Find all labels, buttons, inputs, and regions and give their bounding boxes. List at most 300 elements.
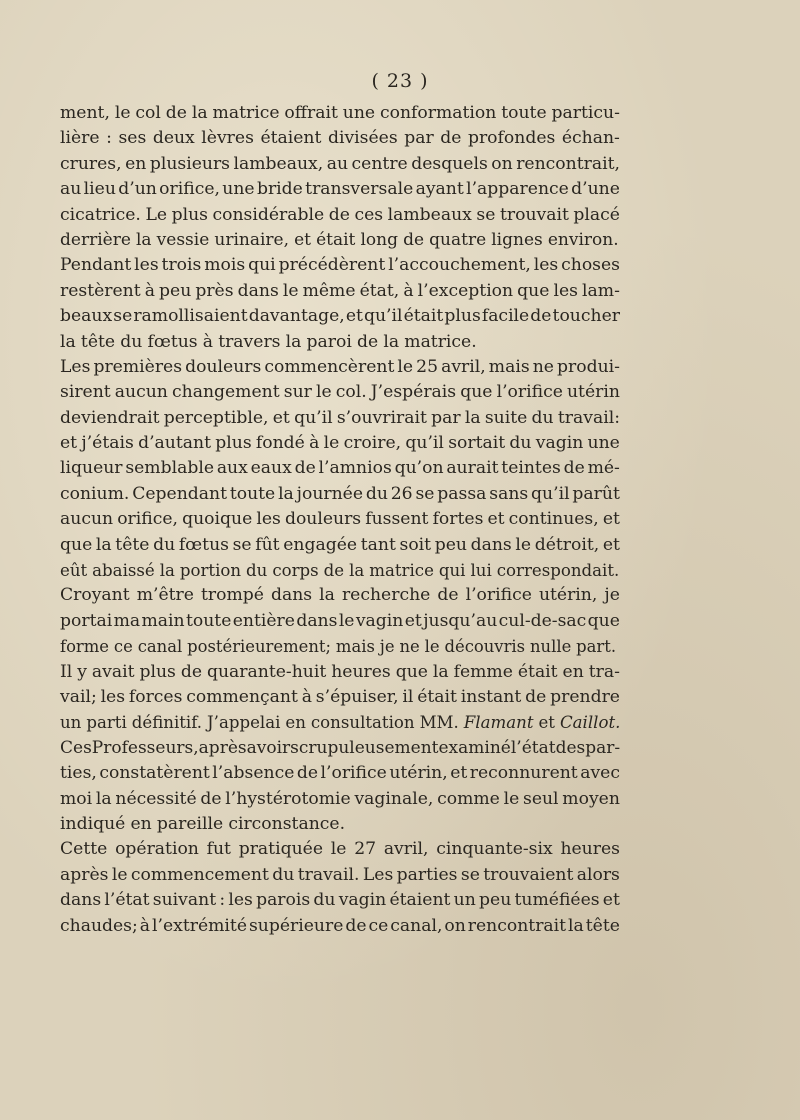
word: en (562, 661, 584, 682)
word: pratiquée (238, 839, 324, 860)
word: étaient (260, 128, 322, 149)
word: ce (368, 915, 389, 936)
word: corps (272, 561, 319, 581)
word: lambeaux, (233, 153, 324, 174)
text-line (60, 812, 620, 837)
word: Les (60, 356, 91, 377)
word: du (531, 407, 554, 428)
word: toute (501, 103, 547, 123)
text-line (60, 583, 620, 608)
word: les (533, 255, 559, 276)
text-line (60, 406, 620, 431)
word: plus (444, 306, 481, 327)
word: part. (576, 637, 617, 657)
word: travail: (557, 407, 620, 428)
word: bride (256, 179, 303, 200)
word: de (165, 103, 187, 123)
word: dans (237, 280, 279, 301)
word: canal, (390, 915, 443, 936)
word: crures, (60, 153, 122, 174)
word: fut (206, 839, 231, 860)
word: avoir (246, 737, 291, 758)
word: davantage, (248, 306, 345, 327)
word: dans (60, 890, 102, 911)
word: J’appelai (207, 713, 281, 733)
word: après (198, 737, 247, 758)
word: de (440, 128, 462, 149)
word: un (60, 713, 82, 733)
word: commençant (186, 686, 298, 707)
word: ne (532, 356, 554, 377)
word: à (301, 686, 312, 707)
word: se (415, 483, 435, 504)
word: dans (296, 610, 338, 631)
word: le (111, 864, 128, 885)
word: de (403, 229, 425, 250)
word: forces (128, 686, 183, 707)
word: tête (585, 915, 620, 936)
word: était (417, 686, 457, 707)
word: matrice (369, 561, 434, 581)
word: les (228, 890, 253, 911)
word: scrupuleusement (290, 737, 439, 758)
word: la (159, 561, 175, 581)
word: après (60, 864, 109, 885)
word: seul (523, 788, 559, 809)
word: abaissé (92, 561, 155, 581)
word: étaient (389, 890, 451, 911)
word: avril, (383, 839, 429, 860)
word: et (602, 534, 620, 555)
word: centre (351, 153, 408, 174)
word: en (130, 813, 152, 834)
word: il (402, 686, 414, 707)
word: la (278, 483, 294, 504)
word: avril, (441, 356, 486, 377)
text-line (60, 253, 620, 278)
word: du (365, 483, 388, 504)
word: 26 (390, 483, 413, 504)
word: femme (453, 661, 513, 682)
word: entière (232, 610, 295, 631)
word: rencontrait (467, 915, 567, 936)
text-line (60, 177, 620, 202)
word: croire, (343, 433, 402, 454)
word: et (404, 610, 422, 631)
word: par (404, 128, 434, 149)
word: vagin (535, 433, 584, 454)
word: sans (489, 483, 529, 504)
text-line (60, 914, 620, 939)
word: à (403, 280, 414, 301)
word: produi- (557, 356, 620, 377)
word: lui (470, 561, 492, 581)
text-line (60, 228, 620, 253)
word: du (246, 561, 268, 581)
word: conformation (379, 103, 497, 123)
word: en (125, 153, 147, 174)
text-line (60, 736, 620, 761)
word: le (114, 103, 131, 123)
word: les (100, 686, 126, 707)
word: peu (159, 280, 192, 301)
word: aucun (60, 509, 114, 530)
word: découvris (444, 637, 526, 657)
word: lignes (491, 229, 543, 250)
word: rencontrait, (516, 153, 620, 174)
word: forme (60, 637, 110, 657)
word: utérin (566, 382, 620, 403)
word: constatèrent (99, 763, 210, 784)
word: de (200, 788, 222, 809)
word: tête (115, 534, 150, 555)
word: de (294, 458, 316, 479)
word: se (476, 204, 496, 225)
word: on (444, 915, 466, 936)
word: cicatrice. (60, 204, 141, 225)
word: passa (437, 483, 487, 504)
word: le (330, 839, 347, 860)
word: nécessité (115, 788, 197, 809)
word: l’état (104, 890, 150, 911)
word: commencement (130, 864, 269, 885)
word: journée (296, 483, 364, 504)
word: soit (399, 534, 432, 555)
word: se (232, 534, 252, 555)
word: Ces (60, 737, 92, 758)
word: opération (115, 839, 199, 860)
word: fondé (255, 433, 305, 454)
word: parût (572, 483, 620, 504)
word: qu’il (405, 433, 444, 454)
word: travers (218, 331, 281, 352)
word: près (195, 280, 234, 301)
word: Flamant (463, 713, 534, 733)
word: parties (396, 864, 458, 885)
text-line (60, 761, 620, 786)
word: aux (216, 458, 248, 479)
word: des (555, 737, 586, 758)
word: et (60, 433, 78, 454)
word: et (487, 509, 505, 530)
word: s’ouvrirait (336, 407, 427, 428)
word: même (302, 280, 356, 301)
word: ramollisaient (133, 306, 248, 327)
word: d’un (118, 179, 157, 200)
word: alors (576, 864, 620, 885)
word: la (432, 661, 449, 682)
text-line (60, 837, 620, 862)
word: une (342, 103, 376, 123)
word: lambeaux (387, 204, 472, 225)
word: le (315, 382, 332, 403)
word: ces (354, 204, 384, 225)
word: de (345, 915, 367, 936)
word: douleurs (284, 509, 362, 530)
word: sirent (60, 382, 111, 403)
word: et (538, 713, 555, 733)
word: d’une (571, 179, 620, 200)
word: la (95, 534, 112, 555)
word: l’état (510, 737, 556, 758)
word: à (202, 331, 214, 352)
word: lèvres (201, 128, 254, 149)
word: douleurs (185, 356, 262, 377)
word: était (403, 306, 444, 327)
text-line (60, 634, 620, 659)
word: du (153, 534, 176, 555)
word: le (424, 637, 440, 657)
word: quarante-huit (206, 661, 327, 682)
word: Caillot. (559, 713, 621, 733)
word: facile (481, 306, 530, 327)
word: l’orifice (320, 763, 387, 784)
word: que (460, 382, 493, 403)
text-line (60, 558, 620, 583)
body-text (60, 101, 620, 939)
word: était (316, 229, 356, 250)
word: nulle (529, 637, 572, 657)
word: ties, (60, 763, 97, 784)
word: jusqu’au (423, 610, 498, 631)
word: lam- (582, 280, 620, 301)
word: Professeurs, (91, 737, 199, 758)
text-line (60, 609, 620, 634)
text-line (60, 203, 620, 228)
word: l’absence (212, 763, 295, 784)
word: au (326, 153, 349, 174)
word: environ. (547, 229, 619, 250)
word: transversale (305, 179, 414, 200)
text-line (60, 533, 620, 558)
word: premières (93, 356, 183, 377)
word: orifice, (117, 509, 178, 530)
word: mais (488, 356, 530, 377)
word: quoique (182, 509, 253, 530)
word: parois (256, 890, 311, 911)
word: correspondait. (496, 561, 620, 581)
word: les (256, 509, 281, 530)
word: l’accouchement, (388, 255, 531, 276)
word: trompé (200, 585, 264, 606)
word: placé (573, 204, 620, 225)
word: la (135, 229, 152, 250)
word: plus (139, 661, 176, 682)
text-line (60, 888, 620, 913)
word: se (113, 306, 133, 327)
word: mois (204, 255, 246, 276)
word: fussent (365, 509, 429, 530)
word: Cette (60, 839, 108, 860)
word: ment, (60, 103, 110, 123)
word: fortes (432, 509, 484, 530)
word: que (60, 534, 93, 555)
word: 27 (354, 839, 377, 860)
word: dans (270, 585, 313, 606)
word: l’amnios (318, 458, 392, 479)
word: je (379, 637, 395, 657)
word: heures (331, 661, 391, 682)
word: orifice, (159, 179, 220, 200)
word: vail; (60, 686, 97, 707)
word: J’espérais (370, 382, 457, 403)
word: peu (434, 534, 467, 555)
word: de (525, 686, 547, 707)
word: pareille (156, 813, 224, 834)
word: y (77, 661, 87, 682)
text-line (60, 710, 620, 735)
word: offrait (284, 103, 338, 123)
word: Les (362, 864, 394, 885)
word: Croyant (60, 585, 130, 606)
word: sur (283, 382, 312, 403)
word: un (453, 890, 476, 911)
word: l’orifice (465, 585, 532, 606)
word: et (272, 407, 290, 428)
word: de (530, 306, 552, 327)
word: commencèrent (264, 356, 395, 377)
page-number: ( 23 ) (371, 70, 429, 92)
text-line (60, 279, 620, 304)
word: MM. (419, 713, 459, 733)
word: une (587, 433, 620, 454)
word: utérin, (389, 763, 448, 784)
word: la (95, 788, 112, 809)
word: teintes (501, 458, 561, 479)
word: derrière (60, 229, 131, 250)
word: et (345, 306, 363, 327)
word: Il (60, 661, 73, 682)
word: le (338, 610, 355, 631)
word: parti (86, 713, 127, 733)
word: particu- (551, 103, 620, 123)
text-line (60, 380, 620, 405)
word: du (272, 864, 295, 885)
word: conium. (60, 483, 130, 504)
word: continues, (508, 509, 599, 530)
word: toute (229, 483, 276, 504)
word: de (357, 331, 379, 352)
text-line (60, 456, 620, 481)
word: par (431, 407, 461, 428)
word: changement (172, 382, 280, 403)
word: avait (91, 661, 135, 682)
word: perceptible, (163, 407, 269, 428)
word: eaux (250, 458, 292, 479)
word: qu’il (531, 483, 570, 504)
word: d’autant (138, 433, 211, 454)
word: de (563, 458, 585, 479)
text-line (60, 482, 620, 507)
text-line (60, 304, 620, 329)
word: examiné (438, 737, 511, 758)
word: qui (438, 561, 466, 581)
word: une (222, 179, 255, 200)
text-line (60, 126, 620, 151)
word: postérieurement; (187, 637, 331, 657)
word: mé- (587, 458, 620, 479)
word: fœtus (178, 534, 229, 555)
word: vessie (156, 229, 210, 250)
word: supérieure (248, 915, 344, 936)
word: Cependant (132, 483, 227, 504)
word: la (349, 561, 365, 581)
word: consultation (310, 713, 415, 733)
word: mais (335, 637, 375, 657)
word: de (328, 204, 350, 225)
word: on (491, 153, 513, 174)
word: deux (152, 128, 195, 149)
word: le (397, 356, 414, 377)
word: la (568, 915, 584, 936)
word: j’étais (81, 433, 134, 454)
word: portion (179, 561, 242, 581)
word: portai (60, 610, 113, 631)
word: la (60, 331, 76, 352)
word: échan- (561, 128, 620, 149)
word: que (517, 280, 550, 301)
word: cul-de-sac (498, 610, 587, 631)
text-line (60, 863, 620, 888)
word: semblable (125, 458, 215, 479)
word: le (282, 280, 299, 301)
text-line (60, 330, 620, 355)
word: définitif. (131, 713, 203, 733)
word: lière (60, 128, 100, 149)
word: comme (437, 788, 500, 809)
word: à (139, 915, 151, 936)
word: tête (80, 331, 116, 352)
word: deviendrait (60, 407, 160, 428)
word: tuméfiées (514, 890, 600, 911)
word: fût (255, 534, 280, 555)
word: vaginale, (354, 788, 434, 809)
word: restèrent (60, 280, 141, 301)
word: aurait (446, 458, 499, 479)
word: l’orifice (496, 382, 563, 403)
word: canal (137, 637, 183, 657)
word: paroi (306, 331, 352, 352)
word: et (294, 229, 311, 250)
word: peu (479, 890, 512, 911)
word: heures (560, 839, 620, 860)
word: vagin (355, 610, 404, 631)
word: se (460, 864, 480, 885)
text-line (60, 101, 620, 126)
word: les (134, 255, 159, 276)
word: divisées (327, 128, 398, 149)
word: la (319, 585, 335, 606)
word: l’hystérotomie (225, 788, 351, 809)
word: col (135, 103, 161, 123)
word: le (515, 534, 532, 555)
word: l’apparence (466, 179, 569, 200)
word: du (509, 433, 532, 454)
word: en (285, 713, 306, 733)
word: plus (171, 204, 208, 225)
word: quatre (429, 229, 487, 250)
word: reconnurent (469, 763, 578, 784)
word: 25 (416, 356, 439, 377)
word: et (602, 509, 620, 530)
word: la (191, 103, 208, 123)
word: liqueur (60, 458, 123, 479)
word: desquels (411, 153, 488, 174)
text-line (60, 660, 620, 685)
word: trouvait (499, 204, 569, 225)
word: prendre (550, 686, 620, 707)
word: l’exception (417, 280, 514, 301)
